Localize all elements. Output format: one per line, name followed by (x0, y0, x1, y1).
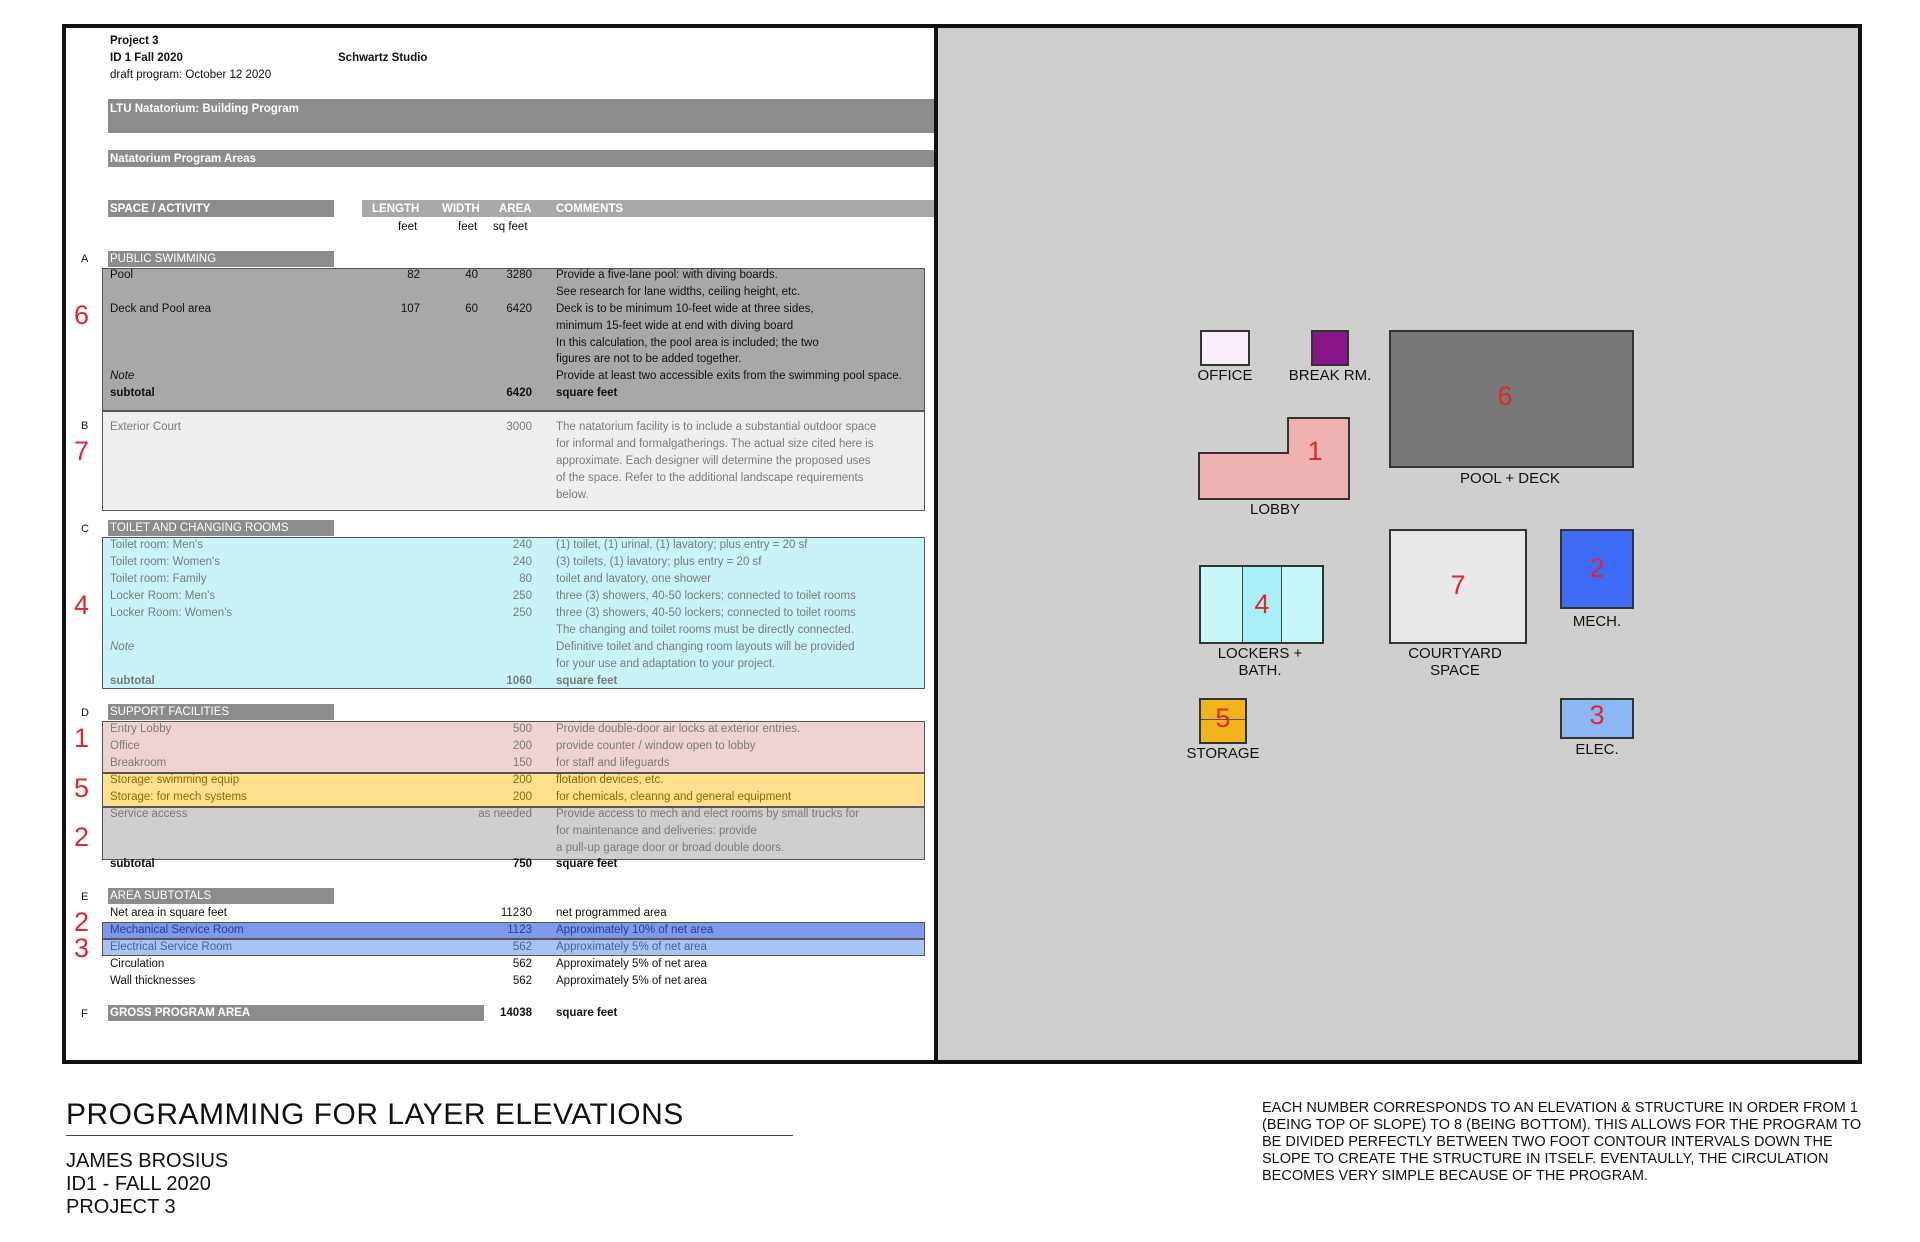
footer-project: PROJECT 3 (66, 1196, 176, 1218)
service-access-comment-2: for maintenance and deliveries: provide (556, 825, 757, 837)
draft-label: draft program: October 12 2020 (110, 69, 272, 81)
section-c-subtotal: subtotal (110, 675, 155, 687)
office-name: Office (110, 740, 140, 752)
banner-program-title: LTU Natatorium: Building Program (110, 103, 299, 115)
breakroom-block (1311, 330, 1349, 366)
section-c-subtotal-area: 1060 (506, 675, 532, 687)
section-a-subtotal-area: 6420 (506, 387, 532, 399)
mech-label: MECH. (1572, 613, 1622, 630)
section-d-subtotal-area: 750 (512, 858, 532, 870)
wall-thickness-area: 562 (512, 975, 532, 987)
elevation-marker-3: 3 (74, 933, 90, 963)
storage-number: 5 (1215, 703, 1231, 733)
gross-area-title: GROSS PROGRAM AREA (110, 1007, 251, 1019)
wall-thickness-comment: Approximately 5% of net area (556, 975, 707, 987)
circulation-comment: Approximately 5% of net area (556, 958, 707, 970)
length-unit: feet (398, 221, 418, 233)
footer-title: PROGRAMMING FOR LAYER ELEVATIONS (66, 1098, 684, 1131)
mech-room-name: Mechanical Service Room (110, 924, 244, 936)
office-label: OFFICE (1197, 367, 1253, 384)
exterior-court-comment-1: The natatorium facility is to include a substantial outdoor space (556, 421, 877, 433)
service-access-area: as needed (478, 808, 532, 820)
elec-room-comment: Approximately 5% of net area (556, 941, 707, 953)
locker-women-area: 250 (512, 607, 532, 619)
toilet-women-comment: (3) toilets, (1) lavatory; plus entry = 20 sf (556, 556, 762, 568)
footer-course: ID1 - FALL 2020 (66, 1173, 211, 1195)
net-area-value: 11230 (500, 907, 532, 919)
section-letter-a: A (81, 253, 89, 265)
mech-room-comment: Approximately 10% of net area (556, 924, 714, 936)
pool-deck-label: POOL + DECK (1460, 470, 1560, 487)
service-access-comment-1: Provide access to mech and elect rooms by small trucks for (556, 808, 859, 820)
elec-label: ELEC. (1575, 741, 1619, 758)
elevation-marker-6: 6 (74, 300, 90, 330)
lockers-bath-label-1: LOCKERS + (1217, 645, 1303, 662)
section-d-title: SUPPORT FACILITIES (110, 706, 230, 718)
storage-mech-comment: for chemicals, cleanng and general equipment (556, 791, 792, 803)
section-c-subtotal-unit: square feet (556, 675, 618, 687)
section-a-title: PUBLIC SWIMMING (110, 253, 217, 265)
locker-men-area: 250 (512, 590, 532, 602)
toilet-women-name: Toilet room: Women's (110, 556, 220, 568)
banner-areas-title: Natatorium Program Areas (110, 153, 256, 165)
wall-thickness-name: Wall thicknesses (110, 975, 196, 987)
office-block (1200, 330, 1250, 366)
footer-title-underline (66, 1135, 793, 1136)
frame-divider (934, 24, 938, 1064)
storage-mech-area: 200 (512, 791, 532, 803)
locker-women-name: Locker Room: Women's (110, 607, 233, 619)
elevation-marker-7: 7 (74, 436, 90, 466)
section-letter-f: F (81, 1008, 88, 1020)
section-c-note: Note (110, 641, 135, 653)
gross-area-value: 14038 (500, 1007, 532, 1019)
storage-label: STORAGE (1186, 745, 1260, 762)
circulation-area: 562 (512, 958, 532, 970)
col-width: WIDTH (442, 203, 480, 215)
project-label: Project 3 (110, 35, 159, 47)
storage-swim-name: Storage: swimming equip (110, 774, 240, 786)
exterior-court-comment-2: for informal and formalgatherings. The actual size cited here is (556, 438, 874, 450)
section-a-subtotal: subtotal (110, 387, 155, 399)
toilet-family-comment: toilet and lavatory, one shower (556, 573, 712, 585)
office-area: 200 (512, 740, 532, 752)
section-letter-e: E (81, 891, 89, 903)
deck-comment-4: figures are not to be added together. (556, 353, 742, 365)
section-a-note: Note (110, 370, 135, 382)
pool-area: 3280 (506, 269, 532, 281)
section-a-subtotal-unit: square feet (556, 387, 618, 399)
locker-men-name: Locker Room: Men's (110, 590, 216, 602)
breakroom-comment: for staff and lifeguards (556, 757, 670, 769)
courtyard-label-1: COURTYARD (1408, 645, 1502, 662)
toilet-women-area: 240 (512, 556, 532, 568)
elevation-marker-2-service: 2 (74, 822, 90, 852)
pool-name: Pool (110, 269, 134, 281)
deck-comment-1: Deck is to be minimum 10-feet wide at three sides, (556, 303, 814, 315)
deck-area: 6420 (506, 303, 532, 315)
footer-author: JAMES BROSIUS (66, 1150, 229, 1172)
section-c-note-text-2: for your use and adaptation to your project. (556, 658, 776, 670)
storage-swim-area: 200 (512, 774, 532, 786)
footer-note: EACH NUMBER CORRESPONDS TO AN ELEVATION & STRUCTURE IN ORDER FROM 1 (BEING TOP OF SLOPE) TO 8 (BEING BOTTOM). THIS ALLOWS FOR THE PROGRAM TO BE DIVIDED PERFECTLY BETWEEN TWO FOOT CONTOUR INTERVALS DOWN THE SLOPE TO CREATE THE STRUCTURE IN ITSELF. EVENTAULLY, THE CIRCULATION BECOMES VERY SIMPLE BECAUSE OF THE PROGRAM. (1262, 1100, 1862, 1184)
elevation-marker-5: 5 (74, 773, 90, 803)
locker-women-comment: three (3) showers, 40-50 lockers; connected to toilet rooms (556, 607, 856, 619)
mech-number: 2 (1589, 553, 1605, 583)
section-e-title: AREA SUBTOTALS (110, 890, 212, 902)
locker-men-comment: three (3) showers, 40-50 lockers; connected to toilet rooms (556, 590, 856, 602)
gross-area-unit: square feet (556, 1007, 618, 1019)
exterior-court-comment-3: approximate. Each designer will determine the proposed uses (556, 455, 871, 467)
breakroom-name: Breakroom (110, 757, 167, 769)
lockers-bath-label-2: BATH. (1238, 662, 1282, 679)
exterior-court-comment-4: of the space. Refer to the additional landscape requirements (556, 472, 864, 484)
col-comments: COMMENTS (556, 203, 624, 215)
toilet-family-name: Toilet room: Family (110, 573, 207, 585)
col-space: SPACE / ACTIVITY (110, 203, 211, 215)
deck-comment-3: In this calculation, the pool area is included; the two (556, 337, 819, 349)
pool-width: 40 (465, 269, 478, 281)
pool-comment-1: Provide a five-lane pool: with diving boards. (556, 269, 778, 281)
section-c-note-text-1: Definitive toilet and changing room layouts will be provided (556, 641, 855, 653)
toilet-men-name: Toilet room: Men's (110, 539, 203, 551)
office-comment: provide counter / window open to lobby (556, 740, 756, 752)
section-letter-b: B (81, 420, 89, 432)
entry-lobby-area: 500 (512, 723, 532, 735)
exterior-court-comment-5: below. (556, 489, 589, 501)
deck-name: Deck and Pool area (110, 303, 212, 315)
pool-comment-2: See research for lane widths, ceiling height, etc. (556, 286, 801, 298)
deck-length: 107 (400, 303, 420, 315)
lobby-label: LOBBY (1249, 501, 1301, 518)
changing-connection-note: The changing and toilet rooms must be directly connected. (556, 624, 854, 636)
service-access-comment-3: a pull-up garage door or broad double doors. (556, 842, 785, 854)
mech-room-area: 1123 (507, 924, 532, 936)
section-d-subtotal: subtotal (110, 858, 155, 870)
studio-label: Schwartz Studio (338, 52, 428, 64)
section-letter-d: D (81, 707, 89, 719)
section-c-title: TOILET AND CHANGING ROOMS (110, 522, 289, 534)
net-area-name: Net area in square feet (110, 907, 227, 919)
exterior-court-area: 3000 (506, 421, 532, 433)
courtyard-number: 7 (1450, 570, 1466, 600)
storage-mech-name: Storage: for mech systems (110, 791, 247, 803)
exterior-court-name: Exterior Court (110, 421, 181, 433)
deck-comment-2: minimum 15-feet wide at end with diving board (556, 320, 794, 332)
section-a-note-text: Provide at least two accessible exits from the swimming pool space. (556, 370, 902, 382)
toilet-family-area: 80 (519, 573, 532, 585)
storage-swim-comment: flotation devices, etc. (556, 774, 664, 786)
width-unit: feet (458, 221, 478, 233)
breakroom-area: 150 (512, 757, 532, 769)
area-unit: sq feet (493, 221, 528, 233)
elevation-marker-1: 1 (74, 723, 90, 753)
net-area-comment: net programmed area (556, 907, 667, 919)
toilet-men-area: 240 (512, 539, 532, 551)
elevation-marker-4: 4 (74, 590, 90, 620)
lockers-bath-number: 4 (1254, 589, 1270, 619)
section-d-subtotal-unit: square feet (556, 858, 618, 870)
toilet-men-comment: (1) toilet, (1) urinal, (1) lavatory; plus entry = 20 sf (556, 539, 808, 551)
lobby-number: 1 (1307, 436, 1323, 466)
courtyard-label-2: SPACE (1430, 662, 1480, 679)
elec-room-name: Electrical Service Room (110, 941, 233, 953)
course-label: ID 1 Fall 2020 (110, 52, 183, 64)
service-access-name: Service access (110, 808, 188, 820)
circulation-name: Circulation (110, 958, 165, 970)
elec-number: 3 (1589, 700, 1605, 730)
pool-deck-number: 6 (1497, 381, 1513, 411)
deck-width: 60 (465, 303, 478, 315)
col-area: AREA (499, 203, 532, 215)
pool-length: 82 (407, 269, 420, 281)
entry-lobby-name: Entry Lobby (110, 723, 172, 735)
elec-room-area: 562 (512, 941, 532, 953)
breakroom-label: BREAK RM. (1288, 367, 1372, 384)
section-letter-c: C (81, 523, 89, 535)
col-length: LENGTH (372, 203, 420, 215)
elevation-marker-2: 2 (74, 907, 90, 937)
entry-lobby-comment: Provide double-door air locks at exterior entries. (556, 723, 801, 735)
